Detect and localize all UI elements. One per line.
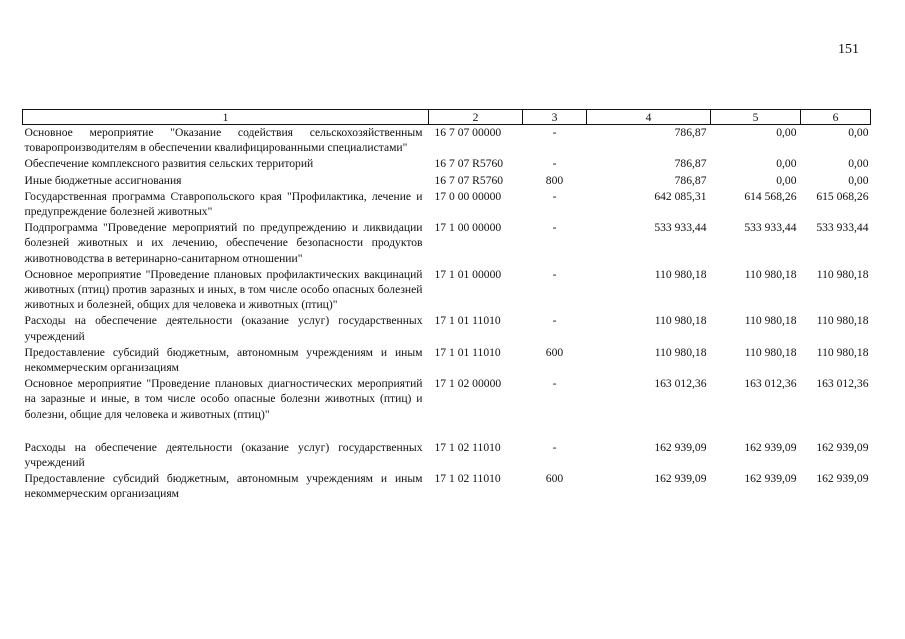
row-name: Подпрограмма "Проведение мероприятий по предупреждению и ликвидации болезней животных и их лечению, обеспечение безопасности продуктов животноводства в ветеринарно-санитарном отношении" xyxy=(24,221,423,265)
row-expense-type: - xyxy=(552,126,557,139)
row-expense-type: 800 xyxy=(545,173,564,187)
row-expense-type: - xyxy=(552,221,557,235)
row-name: Государственная программа Ставропольского края "Профилактика, лечение и предупреждение болезней животных" xyxy=(24,189,423,219)
row-value-6: 110 980,18 xyxy=(816,345,869,359)
column-header: 3 xyxy=(523,110,587,125)
row-value-5: 162 939,09 xyxy=(744,472,797,486)
row-value-6: 533 933,44 xyxy=(816,221,869,235)
table-row xyxy=(23,471,871,502)
table-row xyxy=(23,125,871,157)
row-name: Обеспечение комплексного развития сельских территорий xyxy=(24,157,314,171)
row-expense-type: - xyxy=(552,267,557,281)
row-value-4: 786,87 xyxy=(674,157,707,171)
table-row xyxy=(23,376,871,423)
row-expense-type: 600 xyxy=(545,345,564,359)
column-header: 4 xyxy=(587,110,711,125)
row-code: 17 1 01 00000 xyxy=(434,267,502,281)
row-code: 17 1 01 11010 xyxy=(434,345,501,359)
row-value-6: 0,00 xyxy=(848,157,869,171)
row-value-6: 0,00 xyxy=(848,173,869,187)
row-value-6: 110 980,18 xyxy=(816,314,869,328)
table-row xyxy=(23,423,871,471)
row-code: 17 0 00 00000 xyxy=(434,189,502,203)
row-name: Основное мероприятие "Оказание содействия сельскохозяйственным товаропроизводителям в обеспечении квалифицированными специалистами" xyxy=(24,126,423,155)
row-value-4: 533 933,44 xyxy=(654,221,707,235)
table-header-row xyxy=(23,110,871,125)
row-expense-type: - xyxy=(552,314,557,328)
row-value-6: 162 939,09 xyxy=(816,472,869,486)
row-value-5: 0,00 xyxy=(776,126,797,139)
row-expense-type: - xyxy=(552,189,557,203)
row-expense-type: - xyxy=(552,440,557,454)
row-name: Основное мероприятие "Проведение плановых диагностических мероприятий на заразные и иные, в том числе особо опасные болезни животных (птиц) и болезни, общие для человека и животных (птиц)" xyxy=(24,377,423,421)
row-value-6: 163 012,36 xyxy=(816,377,869,391)
page-number: 151 xyxy=(838,42,859,57)
row-value-5: 533 933,44 xyxy=(744,221,797,235)
row-value-5: 614 568,26 xyxy=(744,189,797,203)
row-value-6: 110 980,18 xyxy=(816,267,869,281)
table-row xyxy=(23,173,871,189)
row-value-5: 162 939,09 xyxy=(744,440,797,454)
row-name: Расходы на обеспечение деятельности (оказание услуг) государственных учреждений xyxy=(24,314,423,343)
row-value-6: 615 068,26 xyxy=(816,189,869,203)
row-value-4: 162 939,09 xyxy=(654,440,707,454)
row-value-4: 786,87 xyxy=(674,126,707,139)
row-value-4: 110 980,18 xyxy=(654,267,707,281)
table-row xyxy=(23,345,871,376)
row-value-5: 110 980,18 xyxy=(744,314,797,328)
row-code: 16 7 07 R5760 xyxy=(434,173,504,187)
row-name: Расходы на обеспечение деятельности (оказание услуг) государственных учреждений xyxy=(24,440,423,470)
column-header: 6 xyxy=(801,110,871,125)
budget-table xyxy=(22,109,871,503)
row-value-5: 0,00 xyxy=(776,173,797,187)
column-header: 2 xyxy=(429,110,523,125)
row-value-5: 110 980,18 xyxy=(744,267,797,281)
table-row xyxy=(23,220,871,267)
table-row xyxy=(23,189,871,220)
row-value-5: 110 980,18 xyxy=(744,345,797,359)
row-expense-type: 600 xyxy=(545,472,564,486)
row-name: Основное мероприятие "Проведение плановых профилактических вакцинаций животных (птиц) против заразных и иных, в том числе особо опасных болезней животных и болезней, общих для человека и животных (птиц)" xyxy=(24,267,423,312)
column-header: 1 xyxy=(23,110,429,125)
row-name: Предоставление субсидий бюджетным, автономным учреждениям и иным некоммерческим организациям xyxy=(24,345,423,375)
row-expense-type: - xyxy=(552,377,557,391)
column-header: 5 xyxy=(711,110,801,125)
row-code: 17 1 02 00000 xyxy=(434,377,502,391)
row-value-4: 162 939,09 xyxy=(654,472,707,486)
row-value-6: 0,00 xyxy=(848,126,869,139)
row-value-4: 110 980,18 xyxy=(654,314,707,328)
row-expense-type: - xyxy=(552,157,557,171)
row-name: Иные бюджетные ассигнования xyxy=(24,173,182,187)
row-value-4: 786,87 xyxy=(674,173,707,187)
row-code: 16 7 07 00000 xyxy=(434,126,502,139)
row-code: 17 1 02 11010 xyxy=(434,472,501,486)
row-code: 17 1 02 11010 xyxy=(434,440,501,454)
row-code: 16 7 07 R5760 xyxy=(434,157,504,171)
row-value-5: 0,00 xyxy=(776,157,797,171)
row-name: Предоставление субсидий бюджетным, автономным учреждениям и иным некоммерческим организациям xyxy=(24,472,423,501)
row-value-5: 163 012,36 xyxy=(744,377,797,391)
table-row xyxy=(23,156,871,172)
table-row xyxy=(23,267,871,314)
row-code: 17 1 01 11010 xyxy=(434,314,501,328)
table-row xyxy=(23,313,871,344)
row-value-4: 163 012,36 xyxy=(654,377,707,391)
row-value-4: 110 980,18 xyxy=(654,345,707,359)
row-value-6: 162 939,09 xyxy=(816,440,869,454)
row-value-4: 642 085,31 xyxy=(654,189,707,203)
row-code: 17 1 00 00000 xyxy=(434,221,502,235)
